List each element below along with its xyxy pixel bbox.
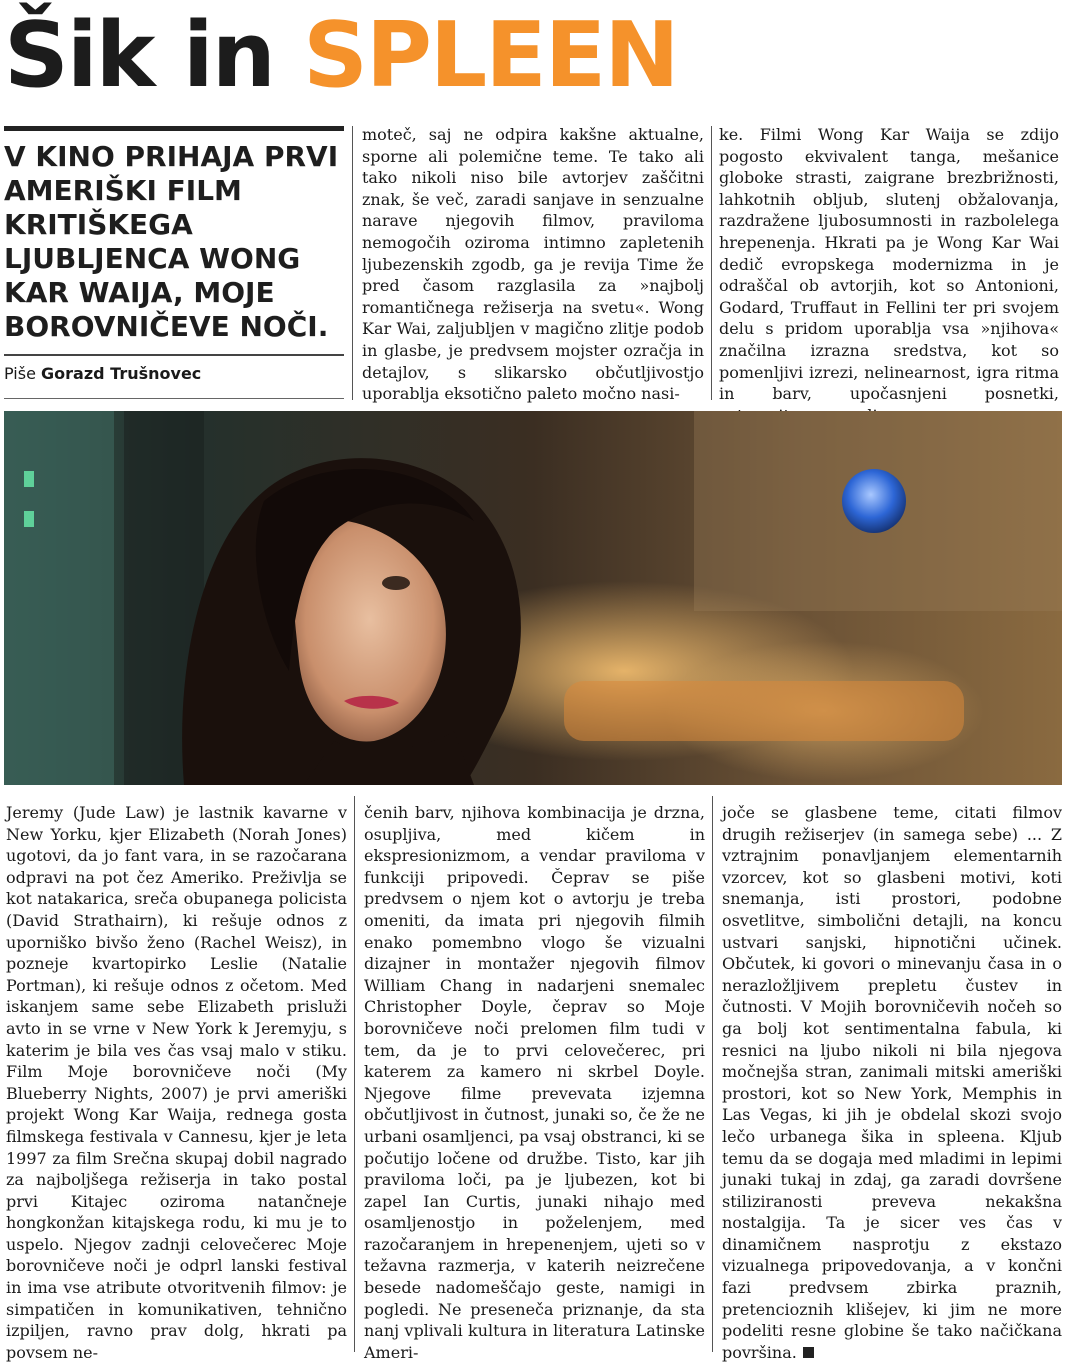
byline-label: Piše xyxy=(4,364,36,383)
deck-top-rule xyxy=(4,126,344,131)
deck-bottom-rule xyxy=(4,354,344,356)
article-column-bottom-3-text: joče se glasbene teme, citati filmov drugih režiserjev (in samega sebe) ... Z vztrajnim ponavljanjem elementarnih vzorcev, kot so glasbeni motivi, koti snemanja, isti prostori, podobne osvetlitve, simbolični detajli, na koncu ustvari sanjski, hipnotični učinek. Občutek, ki govori o minevanju časa in o nerazložljivem prepletu čustev in čutnosti. V Mojih borovničevih nočeh so ga bolj kot sentimentalna fabula, ki resnici na ljubo nikoli ni bila njegova močnejša stran, zanimali mitski ameriški prostori, kot so New York, Memphis in Las Vegas, ki jih je obdelal skozi svojo lečo urbanega šika in spleena. Kljub temu da se dogaja med mladimi in lepimi junaki tukaj in zdaj, ga zaradi dovršene stiliziranosti preveva nekakšna nostalgija. Ta je sicer ves čas v dinamičnem nasprotju z ekstazo vizualnega pripovedovanja, a v končni fazi predvsem zbirka praznih, pretencioznih klišejev, ki jim ne more podeliti resne globine še tako načičkana površina. xyxy=(722,803,1062,1362)
deck: V KINO PRIHAJA PRVI AMERIŠKI FILM KRITIŠKEGA LJUBLJENCA WONG KAR WAIJA, MOJE BOROVNIČEVE NOČI. xyxy=(4,140,339,343)
headline xyxy=(4,2,678,110)
article-column-top-1: moteč, saj ne odpira kakšne aktualne, sporne ali polemične teme. Te tako ali tako nikoli niso bile avtorjev zaščitni znak, še več, zaradi sanjave in senzualne narave njegovih filmov, praviloma nemogočih oziroma intimno zapletenih ljubezenskih zgodb, ga je revija Time že pred časom razglasila za »najbolj romantičnega režiserja na svetu«. Wong Kar Wai, zaljubljen v magično zlitje podob in glasbe, je predvsem mojster ozračja in detajlov, s slikarsko občutljivostjo uporablja eksotično paleto močno nasi- xyxy=(362,125,704,404)
headline-part-2: SPLEEN xyxy=(303,3,678,108)
headline-part-1: Šik in xyxy=(4,3,304,108)
article-column-bottom-3 xyxy=(722,802,1062,1362)
byline-rule xyxy=(4,398,344,399)
column-divider xyxy=(711,126,712,400)
article-column-bottom-2: čenih barv, njihova kombinacija je drzna, osupljiva, med kičem in ekspresionizmom, a vendar praviloma v funkciji pripovedi. Čeprav se piše predvsem o njem kot o avtorju je treba omeniti, da imata pri njegovih filmih enako pomembno vlogo še vizualni dizajner in montažer njegovih filmov William Chang in nadarjeni snemalec Christopher Doyle, čeprav so Moje borovničeve noči prelomen film tudi v tem, da je to prvi celovečerec, pri katerem za kamero ni skrbel Doyle. Njegove filme prevevata izjemna občutljivost in čutnost, junaki so, če že ne urbani osamljenci, pa vsaj obstranci, ki se počutijo ločene od družbe. Tisto, kar jih praviloma loči, pa je ljubezen, kot bi zapel Ian Curtis, junaki nihajo med osamljenostjo in poželenjem, med razočaranjem in hrepenenjem, ujeti so v težavna razmerja, v katerih neizrečene besede nadomeščajo geste, namigi in pogledi. Ne preseneča priznanje, da sta nanj vplivali kultura in literatura Latinske Ameri- xyxy=(364,803,705,1362)
column-divider xyxy=(352,126,353,400)
end-mark xyxy=(803,1347,814,1358)
byline xyxy=(4,364,344,384)
film-still-photo xyxy=(4,411,1062,785)
column-divider xyxy=(712,796,713,1352)
article-column-bottom-1: Jeremy (Jude Law) je lastnik kavarne v New Yorku, kjer Elizabeth (Norah Jones) ugotovi, da jo fant vara, in se razočarana odpravi na pot čez Ameriko. Preživlja se kot natakarica, sreča obupanega policista (David Strathairn), ki rešuje odnos z uporniško bivšo ženo (Rachel Weisz), in pozneje kvartopirko Leslie (Natalie Portman), ki rešuje odnos z očetom. Med iskanjem same sebe Elizabeth prisluži avto in se vrne v New York k Jeremyju, s katerim je bila ves čas vsaj malo v stiku. Film Moje borovničeve noči (My Blueberry Nights, 2007) je prvi ameriški projekt Wong Kar Waija, rednega gosta filmskega festivala v Cannesu, kjer je leta 1997 za film Srečna skupaj dobil nagrado za najboljšega režiserja in tako postal prvi Kitajec oziroma natančneje hongkonžan kitajskega rodu, ki mu je to uspelo. Njegov zadnji celovečerec Moje borovničeve noči je odprl lanski festival in ima vse atribute otvoritvenih filmov: je simpatičen in komunikativen, tehnično izpiljen, ravno prav dolg, hkrati pa povsem ne- xyxy=(6,803,347,1362)
byline-author: Gorazd Trušnovec xyxy=(41,364,202,383)
article-column-top-2: ke. Filmi Wong Kar Waija se zdijo pogosto ekvivalent tanga, mešanice globoke strasti, zaigrane brezbrižnosti, lahkotnih obljub, slutenj obžalovanja, razdražene ljubosumnosti in razbolelega hrepenenja. Hkrati pa je Wong Kar Wai dedič evropskega modernizma in je odraščal ob avtorjih, kot so Antonioni, Godard, Truffaut in Fellini ter pri svojem delu s pridom uporablja vsa »njihova« značilna izrazna sredstva, kot so pomenljivi izrezi, nelinearnost, igra ritma in barv, upočasnjeni posnetki, xyxy=(719,125,1059,404)
column-divider xyxy=(354,796,355,1352)
